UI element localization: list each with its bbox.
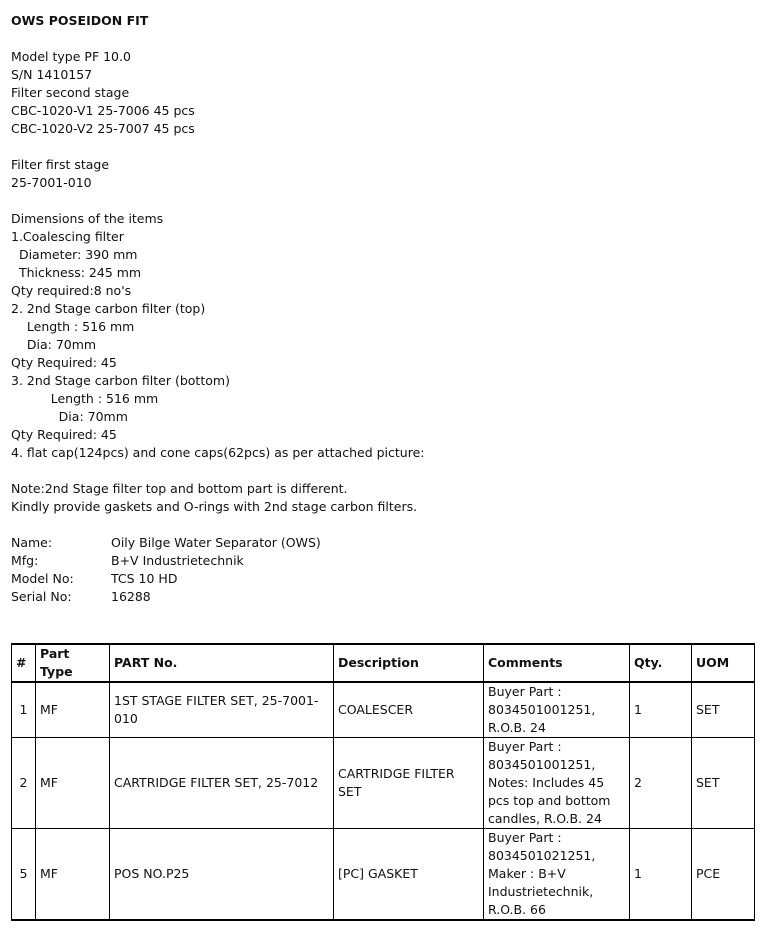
column-header-num: #	[12, 644, 36, 682]
column-header-description: Description	[334, 644, 484, 682]
info-value: 16288	[111, 589, 151, 604]
part-type-cell: MF	[36, 738, 110, 829]
comment-line: Maker : B+V	[488, 866, 566, 881]
note-line: Note:2nd Stage filter top and bottom part is different.	[11, 481, 348, 496]
row-number: 5	[12, 829, 36, 921]
part-number-cell: 1ST STAGE FILTER SET, 25-7001-010	[110, 682, 334, 738]
filter-first-stage-line: Filter first stage	[11, 157, 110, 172]
part-number-cell: POS NO.P25	[110, 829, 334, 921]
comment-line: R.O.B. 66	[488, 902, 546, 917]
info-value: B+V Industrietechnik	[111, 553, 244, 568]
first-stage-part-line: 25-7001-010	[11, 175, 92, 190]
table-row	[12, 682, 755, 738]
info-value: TCS 10 HD	[111, 571, 178, 586]
comment-line: pcs top and bottom	[488, 793, 611, 808]
equipment-info	[11, 534, 761, 606]
note-block	[11, 480, 761, 516]
qty-cell: 1	[630, 682, 692, 738]
info-row	[11, 534, 761, 552]
filter-second-stage-line: Filter second stage	[11, 85, 130, 100]
comment-line: Industrietechnik,	[488, 884, 594, 899]
info-label: Serial No:	[11, 589, 72, 604]
comment-line: R.O.B. 24	[488, 720, 546, 735]
comment-line: 8034501001251,	[488, 757, 596, 772]
column-header-qty: Qty.	[630, 644, 692, 682]
part-number-cell: CARTRIDGE FILTER SET, 25-7012	[110, 738, 334, 829]
dimension-line: 2. 2nd Stage carbon filter (top)	[11, 301, 206, 316]
comment-line: candles, R.O.B. 24	[488, 811, 602, 826]
document-title: OWS POSEIDON FIT	[11, 13, 149, 28]
parts-table	[11, 643, 755, 921]
info-row	[11, 552, 761, 570]
dimension-line: Dia: 70mm	[11, 337, 97, 352]
comments-cell	[484, 829, 630, 921]
serial-number-line: S/N 1410157	[11, 67, 93, 82]
uom-cell: SET	[692, 682, 755, 738]
dimension-line: 3. 2nd Stage carbon filter (bottom)	[11, 373, 230, 388]
info-row	[11, 588, 761, 606]
column-header-comments: Comments	[484, 644, 630, 682]
dimension-line: 1.Coalescing filter	[11, 229, 124, 244]
info-label: Mfg:	[11, 553, 39, 568]
comments-cell	[484, 738, 630, 829]
dimension-line: Qty required:8 no's	[11, 283, 132, 298]
model-block	[11, 48, 761, 138]
model-type-line: Model type PF 10.0	[11, 49, 131, 64]
info-label: Name:	[11, 535, 53, 550]
qty-cell: 1	[630, 829, 692, 921]
description-cell: COALESCER	[334, 682, 484, 738]
document-body	[11, 12, 761, 606]
note-line: Kindly provide gaskets and O-rings with 2nd stage carbon filters.	[11, 499, 418, 514]
table-header-row	[12, 644, 755, 682]
row-number: 2	[12, 738, 36, 829]
info-label: Model No:	[11, 571, 74, 586]
dimensions-block	[11, 210, 761, 462]
description-cell: [PC] GASKET	[334, 829, 484, 921]
dimension-line: Dia: 70mm	[11, 409, 128, 424]
row-number: 1	[12, 682, 36, 738]
dimension-line: Length : 516 mm	[11, 319, 135, 334]
cbc-v1-line: CBC-1020-V1 25-7006 45 pcs	[11, 103, 195, 118]
uom-cell: SET	[692, 738, 755, 829]
first-stage-block	[11, 156, 761, 192]
qty-cell: 2	[630, 738, 692, 829]
info-row	[11, 570, 761, 588]
column-header-uom: UOM	[692, 644, 755, 682]
table-row	[12, 738, 755, 829]
comments-cell	[484, 682, 630, 738]
dimensions-heading: Dimensions of the items	[11, 211, 164, 226]
dimension-line: Qty Required: 45	[11, 427, 117, 442]
comment-line: Buyer Part :	[488, 739, 562, 754]
part-type-cell: MF	[36, 682, 110, 738]
dimension-line: Diameter: 390 mm	[11, 247, 138, 262]
comment-line: 8034501001251,	[488, 702, 596, 717]
column-header-part-no: PART No.	[110, 644, 334, 682]
description-cell: CARTRIDGE FILTER SET	[334, 738, 484, 829]
dimension-line: 4. flat cap(124pcs) and cone caps(62pcs) as per attached picture:	[11, 445, 425, 460]
comment-line: Notes: Includes 45	[488, 775, 605, 790]
comment-line: Buyer Part :	[488, 684, 562, 699]
dimension-line: Length : 516 mm	[11, 391, 159, 406]
cbc-v2-line: CBC-1020-V2 25-7007 45 pcs	[11, 121, 195, 136]
info-value: Oily Bilge Water Separator (OWS)	[111, 535, 321, 550]
column-header-part-type: Part Type	[36, 644, 110, 682]
table-row	[12, 829, 755, 921]
comment-line: 8034501021251,	[488, 848, 596, 863]
comment-line: Buyer Part :	[488, 830, 562, 845]
dimension-line: Qty Required: 45	[11, 355, 117, 370]
dimension-line: Thickness: 245 mm	[11, 265, 142, 280]
uom-cell: PCE	[692, 829, 755, 921]
part-type-cell: MF	[36, 829, 110, 921]
